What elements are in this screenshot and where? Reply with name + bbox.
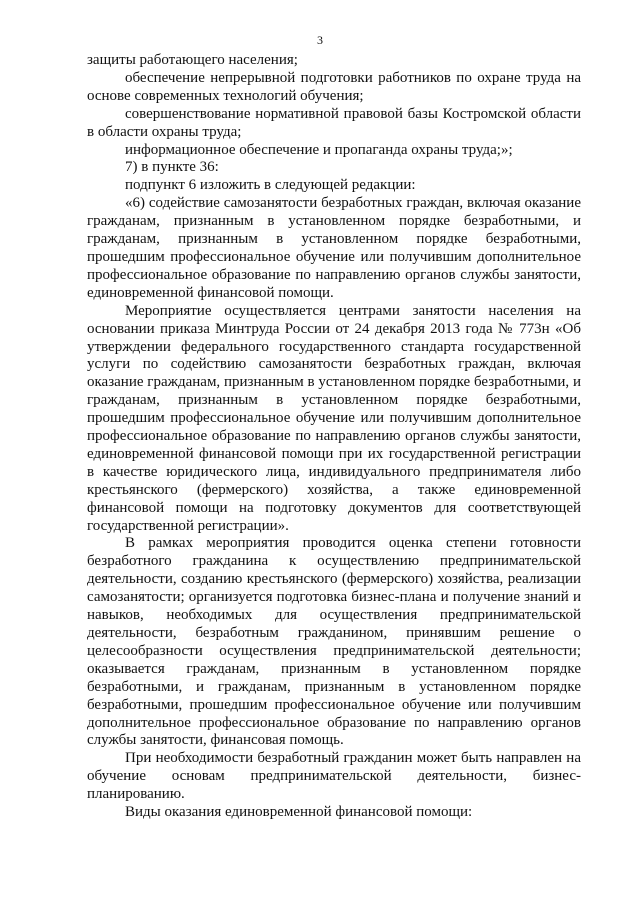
paragraph: защиты работающего населения; — [87, 52, 298, 68]
paragraph: информационное обеспечение и пропаганда охраны труда;»; — [125, 141, 513, 158]
paragraph: совершенствование нормативной правовой базы Костромской области в области охраны труда; — [87, 105, 581, 140]
paragraph: Виды оказания единовременной финансовой помощи: — [125, 804, 473, 821]
paragraph: Мероприятие осуществляется центрами занятости населения на основании приказа Минтруда России от 24 декабря 2013 года № 773н «Об утверждении федерального государственного стандарта государственной услуги по содействию самозанятости безработных граждан, включая оказание гражданам, признанным в установленном порядке безработными, и гражданам, признанным в установленном порядке безработными, прошедшим профессиональное обучение или получившим дополнительное профессиональное образование по направлению органов службы занятости, единовременной финансовой помощи при их государственной регистрации в качестве юридического лица, индивидуального предпринимателя либо крестьянского (фермерского) хозяйства, а также единовременной финансовой помощи на подготовку документов для соответствующей государственной регистрации». — [87, 302, 581, 534]
paragraph: «6) содействие самозанятости безработных граждан, включая оказание гражданам, признанным в установленном порядке безработными, и гражданам, признанным в установленном порядке безработными, прошедшим профессиональное обучение или получившим дополнительное профессиональное образование по направлению органов службы занятости, единовременной финансовой помощи. — [87, 195, 581, 301]
paragraph: обеспечение непрерывной подготовки работников по охране труда на основе современных технологий обучения; — [87, 69, 581, 104]
paragraph: В рамках мероприятия проводится оценка степени готовности безработного гражданина к осуществлению предпринимательской деятельности, созданию крестьянского (фермерского) хозяйства, реализации самозанятости; организуется подготовка бизнес-плана и получение знаний и навыков, необходимых для осуществления предпринимательской деятельности, безработным гражданином, принявшим решение о целесообразности осуществления предпринимательской деятельности; оказывается гражданам, признанным в установленном порядке безработными, и гражданам, признанным в установленном порядке безработными, прошедшим профессиональное обучение или получившим дополнительное профессиональное образование по направлению органов службы занятости, финансовая помощь. — [87, 535, 581, 749]
page-number: 3 — [317, 33, 323, 47]
paragraph: При необходимости безработный гражданин может быть направлен на обучение основам предпринимательской деятельности, бизнес-планированию. — [87, 750, 581, 803]
paragraph: 7) в пункте 36: — [125, 159, 219, 176]
document-body — [87, 52, 581, 822]
paragraph: подпункт 6 изложить в следующей редакции: — [125, 177, 416, 194]
